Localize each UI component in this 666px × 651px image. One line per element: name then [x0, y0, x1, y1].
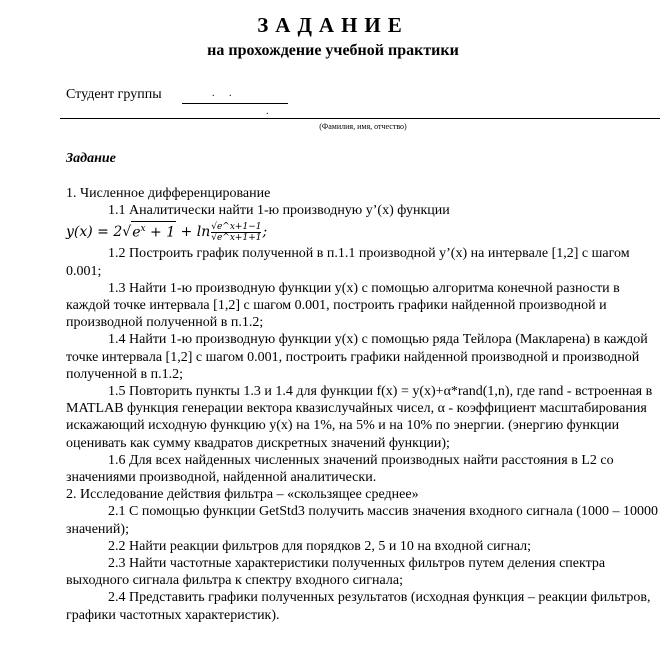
item-2-4: 2.4 Представить графики полученных результатов (исходная функция – реакции фильтров, графики частотных характеристик).	[66, 590, 651, 623]
item-1-2: 1.2 Построить график полученной в п.1.1 производной y’(x) на интервале [1,2] с шагом 0.001;	[66, 246, 630, 279]
student-group-underline	[182, 103, 288, 104]
student-name-underline	[60, 118, 660, 119]
item-1: 1. Численное дифференцирование	[66, 186, 271, 201]
formula-fraction	[211, 222, 261, 243]
item-1-4: 1.4 Найти 1-ю производную функции y(x) с помощью ряда Тейлора (Макларена) в каждой точке интервала [1,2] с шагом 0.001, построить графики найденной производной и производной полученной в п.1.2;	[66, 332, 648, 382]
item-1-3: 1.3 Найти 1-ю производную функции y(x) с помощью алгоритма конечной разности в каждой точке интервала [1,2] с шагом 0.001, построить графики найденной производной и производной полученной в п.1.2;	[66, 280, 620, 331]
formula-lhs: y(x) = 2	[66, 224, 123, 241]
formula-denominator: √e^x+1+1	[211, 232, 262, 243]
student-group-value: . .	[212, 88, 238, 99]
student-name-value: .	[266, 106, 269, 117]
sqrt-icon: √	[122, 224, 132, 241]
task-body	[66, 185, 658, 624]
formula-sqrt	[131, 221, 176, 241]
document-title: ЗАДАНИЕ	[257, 13, 409, 37]
student-name-caption: (Фамилия, имя, отчество)	[319, 122, 407, 131]
formula	[66, 219, 658, 245]
item-2: 2. Исследование действия фильтра – «скользящее среднее»	[66, 487, 419, 503]
formula-ln: + ln	[176, 224, 211, 241]
formula-end: ;	[262, 224, 268, 241]
document-subtitle: на прохождение учебной практики	[207, 42, 459, 59]
item-1-5: 1.5 Повторить пункты 1.3 и 1.4 для функции f(x) = y(x)+α*rand(1,n), где rand - встроенная в MATLAB функция генерации вектора квазислучайных чисел, α - коэффициент масштабирования искажающий исходную функцию y(x) на 1%, на 5% и на 10% по энергии. (энергию функции оценивать как сумму квадратов дискретных значений функции);	[66, 384, 653, 451]
formula-sqrt-base: e	[132, 224, 141, 241]
section-title: Задание	[66, 151, 116, 166]
formula-sqrt-tail: + 1	[145, 224, 176, 241]
item-1-1: 1.1 Аналитически найти 1-ю производную y’(x) функции	[108, 203, 450, 219]
item-2-3: 2.3 Найти частотные характеристики полученных фильтров путем деления спектра выходного сигнала фильтра к спектру входного сигнала;	[66, 556, 606, 589]
item-2-1: 2.1 С помощью функции GetStd3 получить массив значения входного сигнала (1000 – 10000 значений);	[66, 504, 658, 537]
formula-sqrt-exp: x	[140, 223, 146, 234]
item-1-6: 1.6 Для всех найденных численных значений производных найти расстояния в L2 со значениями производной, найденной аналитически.	[66, 452, 614, 486]
student-group-label: Студент группы	[66, 87, 162, 102]
formula-numerator: √e^x+1−1	[211, 221, 262, 232]
item-2-2: 2.2 Найти реакции фильтров для порядков 2, 5 и 10 на входной сигнал;	[108, 538, 532, 554]
